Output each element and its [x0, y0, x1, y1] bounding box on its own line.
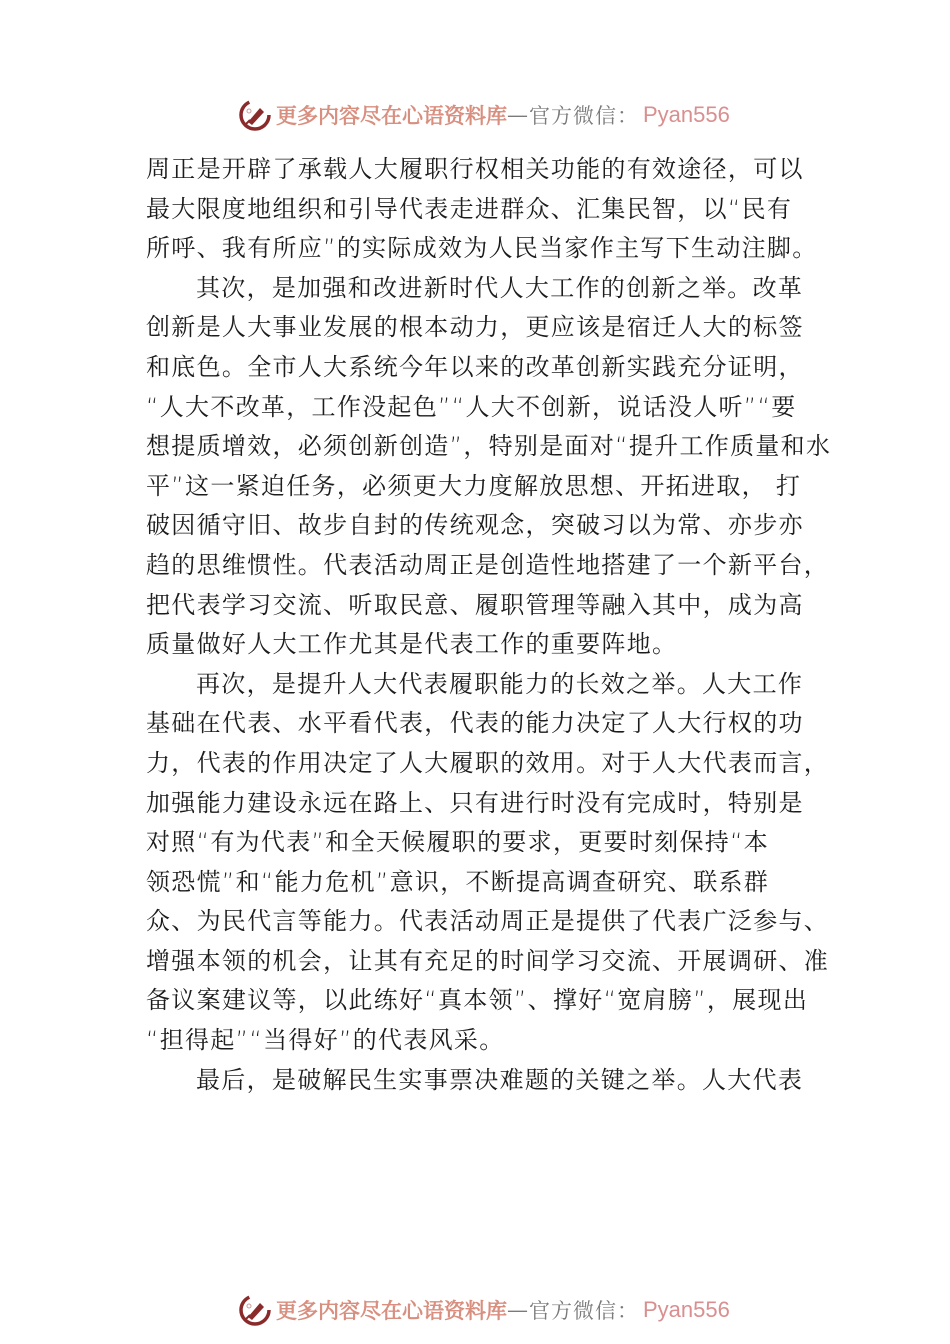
watermark-wechat-id: Pyan556 — [643, 102, 730, 127]
text-line: 备议案建议等，以此练好“真本领”、撑好“宽肩膀”，展现出 — [146, 986, 809, 1015]
text-line: 创新是人大事业发展的根本动力，更应该是宿迁人大的标签 — [146, 313, 804, 342]
text-line: “担得起”“当得好”的代表风采。 — [146, 1026, 505, 1055]
text-line: 基础在代表、水平看代表，代表的能力决定了人大行权的功 — [146, 709, 804, 738]
watermark-source-text: 更多内容尽在心语资料库 — [276, 103, 507, 128]
text-line: 想提质增效，必须创新创造”，特别是面对“提升工作质量和水 — [146, 432, 832, 461]
watermark-separator: — — [507, 103, 529, 127]
pen-nib-logo-icon — [238, 98, 272, 132]
pen-nib-logo-icon — [238, 1293, 272, 1327]
text-line: 把代表学习交流、听取民意、履职管理等融入其中，成为高 — [146, 590, 804, 619]
document-body — [146, 150, 832, 1100]
watermark-wechat-label: 官方微信： — [529, 104, 639, 128]
text-line: 众、为民代言等能力。代表活动周正是提供了代表广泛参与、 — [146, 907, 830, 936]
watermark-source-text: 更多内容尽在心语资料库 — [276, 1298, 507, 1323]
text-line: “人大不改革，工作没起色”“人大不创新，说话没人听”“要 — [146, 392, 797, 421]
text-line: 领恐慌”和“能力危机”意识，不断提高调查研究、联系群 — [146, 867, 770, 896]
text-line: 最大限度地组织和引导代表走进群众、汇集民智，以“民有 — [146, 194, 793, 223]
text-line: 加强能力建设永远在路上、只有进行时没有完成时，特别是 — [146, 788, 804, 817]
text-line: 所呼、我有所应”的实际成效为人民当家作主写下生动注脚。 — [146, 234, 818, 263]
text-line: 平”这一紧迫任务，必须更大力度解放思想、开拓进取， 打 — [146, 471, 802, 500]
text-line: 质量做好人大工作尤其是代表工作的重要阵地。 — [146, 630, 678, 659]
paragraph-start-line: 最后，是破解民生实事票决难题的关键之举。人大代表 — [196, 1065, 804, 1094]
text-line: 对照“有为代表”和全天候履职的要求，更要时刻保持“本 — [146, 828, 770, 857]
watermark-wechat-id: Pyan556 — [643, 1297, 730, 1322]
paragraph-start-line: 其次，是加强和改进新时代人大工作的创新之举。改革 — [196, 273, 804, 302]
text-line: 趋的思维惯性。代表活动周正是创造性地搭建了一个新平台， — [146, 550, 830, 579]
text-line: 力，代表的作用决定了人大履职的效用。对于人大代表而言， — [146, 748, 830, 777]
text-line: 增强本领的机会，让其有充足的时间学习交流、开展调研、准 — [146, 946, 830, 975]
watermark-separator: — — [507, 1298, 529, 1322]
watermark-wechat-label: 官方微信： — [529, 1299, 639, 1323]
text-line: 和底色。全市人大系统今年以来的改革创新实践充分证明， — [146, 352, 804, 381]
text-line: 周正是开辟了承载人大履职行权相关功能的有效途径，可以 — [146, 155, 804, 183]
header-watermark — [238, 97, 730, 133]
text-line: 破因循守旧、故步自封的传统观念，突破习以为常、亦步亦 — [146, 511, 804, 540]
footer-watermark — [238, 1292, 730, 1328]
paragraph-start-line: 再次，是提升人大代表履职能力的长效之举。人大工作 — [196, 669, 804, 698]
